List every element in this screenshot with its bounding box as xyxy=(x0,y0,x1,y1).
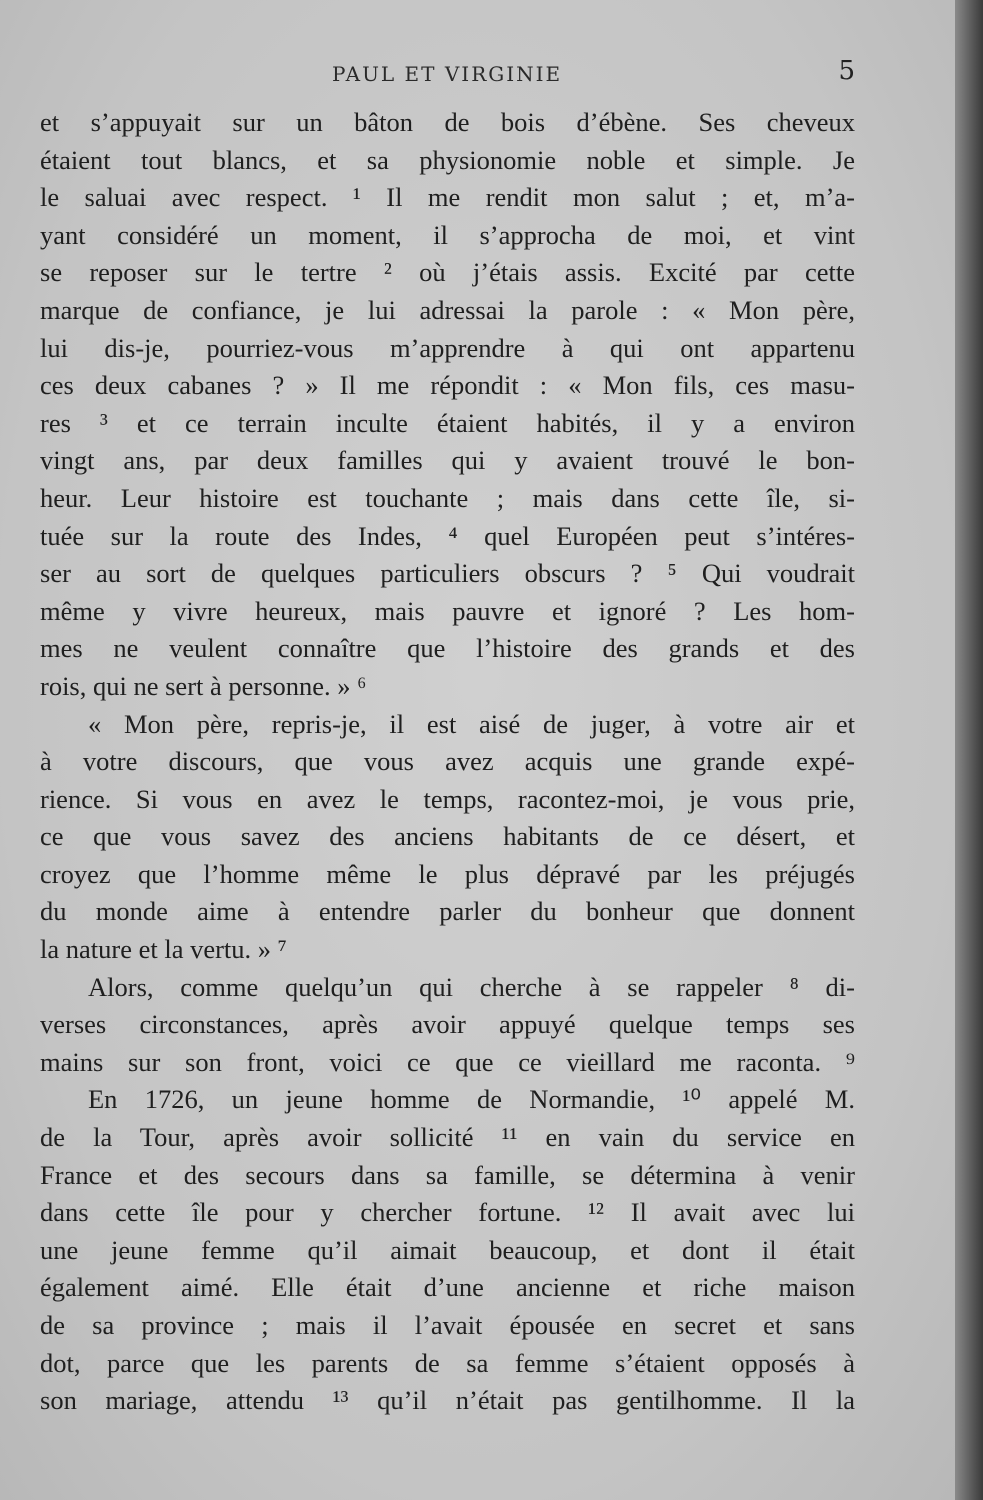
text-line: heur. Leur histoire est touchante ; mais dans cette île, si- xyxy=(40,482,855,513)
text-line: du monde aime à entendre parler du bonheur que donnent xyxy=(40,896,855,927)
body-text xyxy=(40,104,855,1420)
text-line: également aimé. Elle était d’une ancienne et riche maison xyxy=(40,1272,855,1303)
text-line: vingt ans, par deux familles qui y avaient trouvé le bon- xyxy=(40,445,855,476)
text-line: yant considéré un moment, il s’approcha de moi, et vint xyxy=(40,219,855,250)
text-line: ser au sort de quelques particuliers obscurs ? ⁵ Qui voudrait xyxy=(40,558,855,589)
text-line: mains sur son front, voici ce que ce vieillard me raconta. ⁹ xyxy=(40,1046,855,1077)
text-line: ces deux cabanes ? » Il me répondit : « Mon fils, ces masu- xyxy=(40,370,855,401)
text-line: Alors, comme quelqu’un qui cherche à se rappeler ⁸ di- xyxy=(88,971,855,1002)
text-line: son mariage, attendu ¹³ qu’il n’était pas gentilhomme. Il la xyxy=(40,1385,855,1416)
text-line: même y vivre heureux, mais pauvre et ignoré ? Les hom- xyxy=(40,595,855,626)
text-line: tuée sur la route des Indes, ⁴ quel Européen peut s’intéres- xyxy=(40,520,855,551)
text-line: à votre discours, que vous avez acquis une grande expé- xyxy=(40,746,855,777)
text-line: rience. Si vous en avez le temps, racontez-moi, je vous prie, xyxy=(40,783,855,814)
text-line: dans cette île pour y chercher fortune. ¹² Il avait avec lui xyxy=(40,1197,855,1228)
text-line: rois, qui ne sert à personne. » ⁶ xyxy=(40,670,367,701)
text-line: de sa province ; mais il l’avait épousée en secret et sans xyxy=(40,1310,855,1340)
text-line: et s’appuyait sur un bâton de bois d’ébène. Ses cheveux xyxy=(40,107,855,137)
running-title: PAUL ET VIRGINIE xyxy=(332,62,563,86)
text-line: dot, parce que les parents de sa femme s’étaient opposés à xyxy=(40,1347,855,1378)
text-line: le saluai avec respect. ¹ Il me rendit mon salut ; et, m’a- xyxy=(40,182,855,213)
text-line: se reposer sur le tertre ² où j’étais assis. Excité par cette xyxy=(40,257,855,288)
text-line: de la Tour, après avoir sollicité ¹¹ en vain du service en xyxy=(40,1122,855,1153)
text-line: croyez que l’homme même le plus dépravé par les préjugés xyxy=(40,858,855,889)
page-number: 5 xyxy=(838,56,855,86)
text-line: marque de confiance, je lui adressai la parole : « Mon père, xyxy=(40,294,855,325)
book-page-edge xyxy=(955,0,983,1500)
text-line: « Mon père, repris-je, il est aisé de juger, à votre air et xyxy=(88,708,855,739)
text-line: France et des secours dans sa famille, se détermina à venir xyxy=(40,1159,855,1190)
text-line: ce que vous savez des anciens habitants de ce désert, et xyxy=(40,821,855,852)
text-line: une jeune femme qu’il aimait beaucoup, et dont il était xyxy=(40,1234,855,1265)
text-line: verses circonstances, après avoir appuyé quelque temps ses xyxy=(40,1009,855,1040)
text-line: étaient tout blancs, et sa physionomie noble et simple. Je xyxy=(40,144,855,175)
text-line: mes ne veulent connaître que l’histoire des grands et des xyxy=(40,633,855,664)
text-line: res ³ et ce terrain inculte étaient habités, il y a environ xyxy=(40,407,855,438)
text-line: lui dis-je, pourriez-vous m’apprendre à qui ont appartenu xyxy=(40,332,855,363)
text-line: la nature et la vertu. » ⁷ xyxy=(40,934,287,965)
text-line: En 1726, un jeune homme de Normandie, ¹⁰ appelé M. xyxy=(88,1084,855,1115)
page-header xyxy=(40,56,855,90)
